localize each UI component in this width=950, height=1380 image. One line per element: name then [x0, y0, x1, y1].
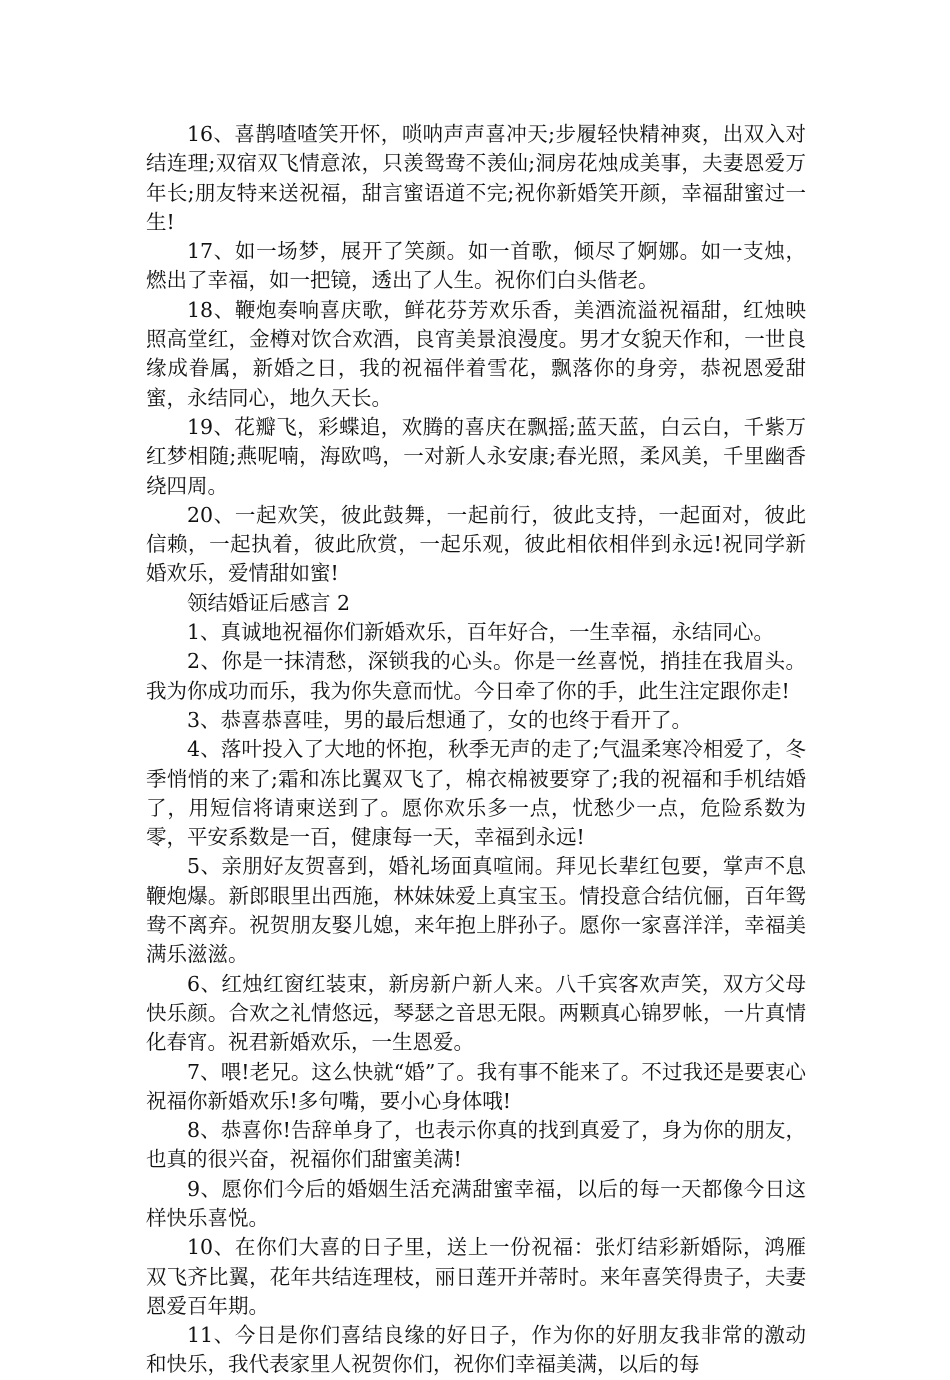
paragraph-6: 6、红烛红窗红装束，新房新户新人来。八千宾客欢声笑，双方父母快乐颜。合欢之礼情悠远，琴瑟之音思无限。两颗真心锦罗帐，一片真情化春宵。祝君新婚欢乐，一生恩爱。 — [146, 971, 806, 1055]
paragraph-2: 2、你是一抹清愁，深锁我的心头。你是一丝喜悦，捎挂在我眉头。我为你成功而乐，我为你失意而忧。今日牵了你的手，此生注定跟你走! — [146, 649, 806, 703]
section-heading: 领结婚证后感言 2 — [187, 590, 351, 615]
paragraph-8: 8、恭喜你!告辞单身了，也表示你真的找到真爱了，身为你的朋友，也真的很兴奋，祝福你们甜蜜美满! — [146, 1118, 806, 1172]
paragraph-1: 1、真诚地祝福你们新婚欢乐，百年好合，一生幸福，永结同心。 — [187, 620, 775, 645]
paragraph-17: 17、如一场梦，展开了笑颜。如一首歌，倾尽了婀娜。如一支烛，燃出了幸福，如一把镜，透出了人生。祝你们白头偕老。 — [146, 239, 806, 293]
paragraph-20: 20、一起欢笑，彼此鼓舞，一起前行，彼此支持，一起面对，彼此信赖，一起执着，彼此欣赏，一起乐观，彼此相依相伴到永远!祝同学新婚欢乐，爱情甜如蜜! — [146, 502, 806, 586]
paragraph-11: 11、今日是你们喜结良缘的好日子，作为你的好朋友我非常的激动和快乐，我代表家里人祝贺你们，祝你们幸福美满，以后的每 — [146, 1323, 806, 1377]
paragraph-10: 10、在你们大喜的日子里，送上一份祝福：张灯结彩新婚际，鸿雁双飞齐比翼，花年共结连理枝，丽日莲开并蒂时。来年喜笑得贵子，夫妻恩爱百年期。 — [146, 1235, 806, 1318]
paragraph-5: 5、亲朋好友贺喜到，婚礼场面真喧闹。拜见长辈红包要，掌声不息鞭炮爆。新郎眼里出西施，林妹妹爱上真宝玉。情投意合结伉俪，百年鸳鸯不离弃。祝贺朋友娶儿媳，来年抱上胖孙子。愿你一家喜洋洋，幸福美满乐滋滋。 — [146, 854, 806, 967]
paragraph-3: 3、恭喜恭喜哇，男的最后想通了，女的也终于看开了。 — [187, 707, 693, 732]
paragraph-9: 9、愿你们今后的婚姻生活充满甜蜜幸福，以后的每一天都像今日这样快乐喜悦。 — [146, 1176, 806, 1230]
paragraph-4: 4、落叶投入了大地的怀抱，秋季无声的走了;气温柔寒冷相爱了，冬季悄悄的来了;霜和冻比翼双飞了，棉衣棉被要穿了;我的祝福和手机结婚了，用短信将请柬送到了。愿你欢乐多一点，忧愁少一点，危险系数为零，平安系数是一百，健康每一天，幸福到永远! — [146, 737, 806, 850]
paragraph-18: 18、鞭炮奏响喜庆歌，鲜花芬芳欢乐香，美酒流溢祝福甜，红烛映照高堂红，金樽对饮合欢酒，良宵美景浪漫度。男才女貌天作和，一世良缘成眷属，新婚之日，我的祝福伴着雪花，飘落你的身旁，恭祝恩爱甜蜜，永结同心，地久天长。 — [146, 297, 806, 410]
paragraph-7: 7、喂!老兄。这么快就“婚”了。我有事不能来了。不过我还是要衷心祝福你新婚欢乐!多句嘴，要小心身体哦! — [146, 1059, 806, 1113]
paragraph-16: 16、喜鹊喳喳笑开怀，唢呐声声喜冲天;步履轻快精神爽，出双入对结连理;双宿双飞情意浓，只羡鸳鸯不羡仙;洞房花烛成美事，夫妻恩爱万年长;朋友特来送祝福，甜言蜜语道不完;祝你新婚笑开颜，幸福甜蜜过一生! — [146, 122, 806, 234]
paragraph-19: 19、花瓣飞，彩蝶追，欢腾的喜庆在飘摇;蓝天蓝，白云白，千紫万红梦相随;燕呢喃，海欧鸣，一对新人永安康;春光照，柔风美，千里幽香绕四周。 — [146, 414, 806, 498]
document-page — [146, 120, 806, 1380]
